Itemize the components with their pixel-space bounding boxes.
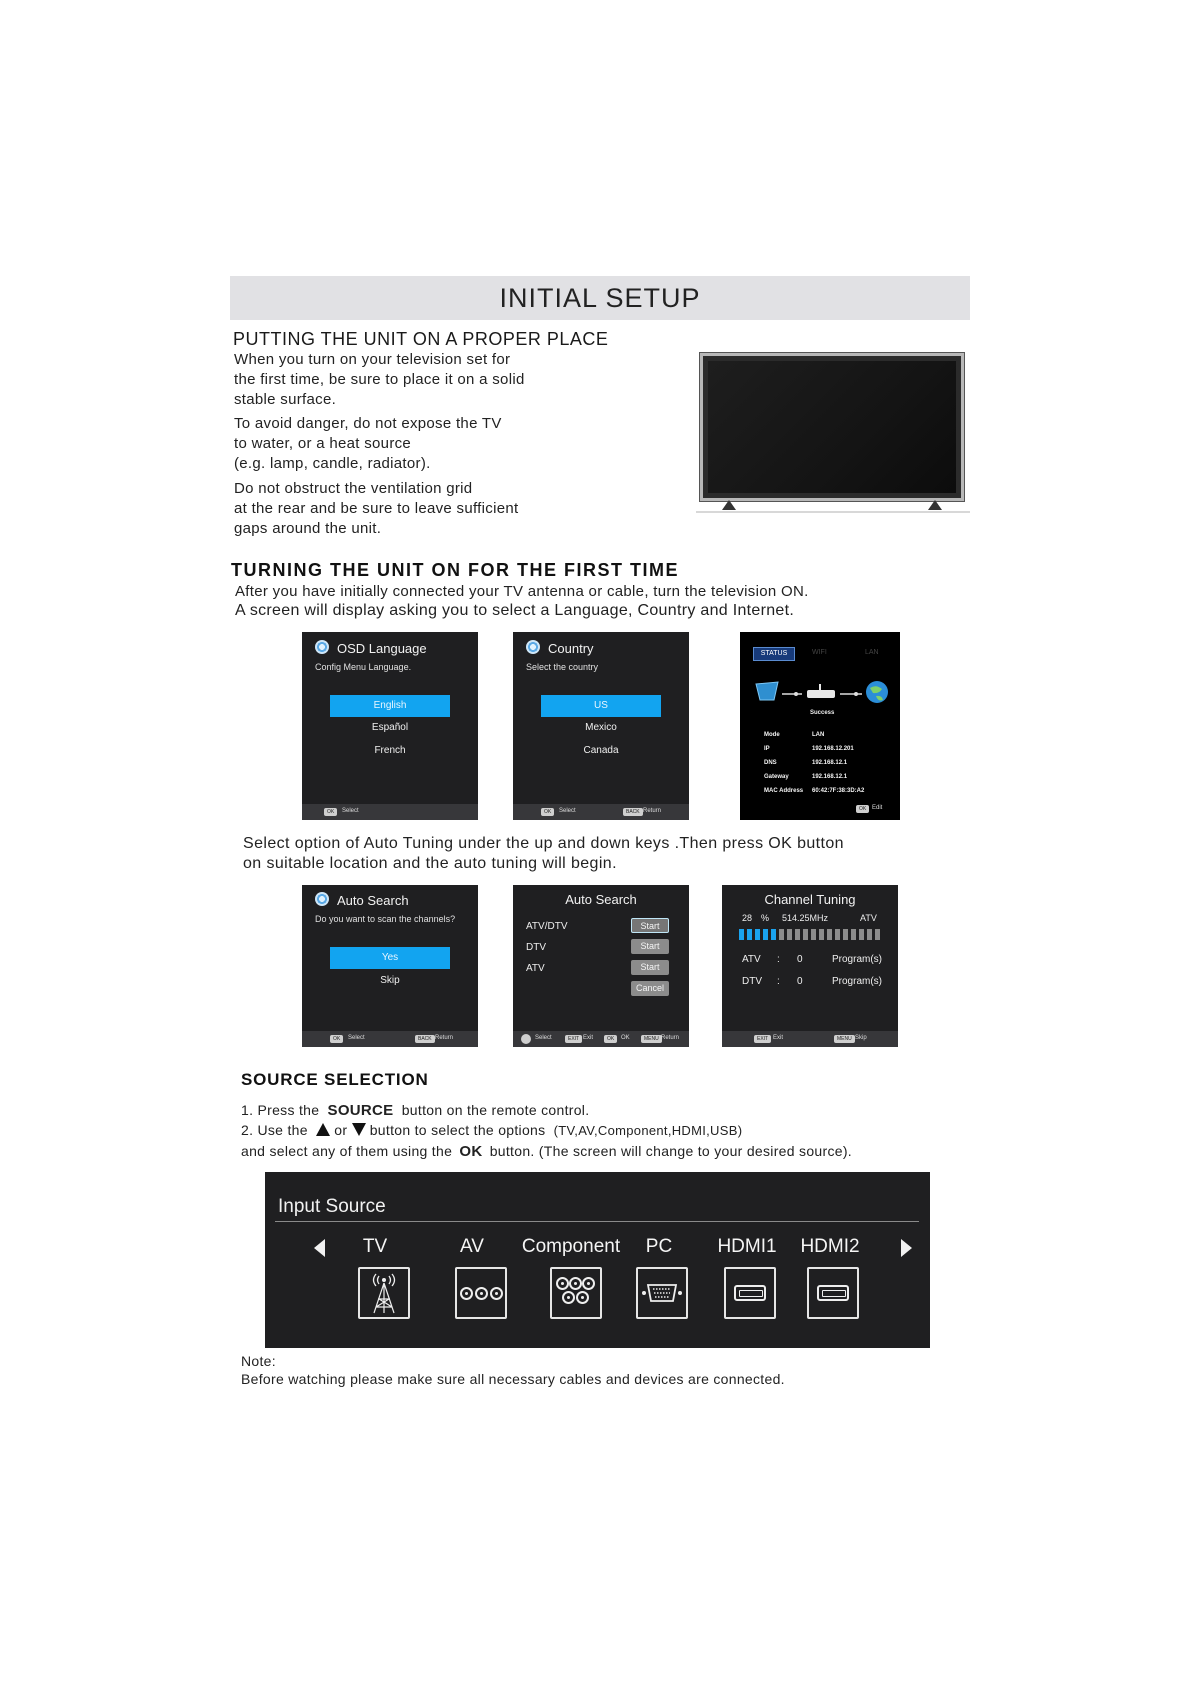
country-subtitle: Select the country xyxy=(526,662,599,672)
auto-search-skip[interactable]: Skip xyxy=(380,975,400,986)
television-image xyxy=(700,353,964,501)
text-line: the first time, be sure to place it on a solid xyxy=(234,371,525,388)
exit-hint: Exit xyxy=(773,1035,784,1041)
tuning-frequency: 514.25MHz xyxy=(782,913,829,923)
osd-language-subtitle: Config Menu Language. xyxy=(315,662,412,672)
country-option-mexico[interactable]: Mexico xyxy=(585,722,617,733)
osd-footer-bar xyxy=(513,804,689,820)
link-dot xyxy=(794,692,798,696)
settings-icon xyxy=(526,640,540,654)
source-step-2 xyxy=(241,1120,742,1141)
text-fragment: button to select the options xyxy=(369,1122,546,1138)
ok-key-name: OK xyxy=(459,1143,483,1160)
auto-search-title: Auto Search xyxy=(337,893,409,908)
language-option-english[interactable]: English xyxy=(330,695,450,717)
tuning-progress-bar xyxy=(739,929,881,940)
progress-segment xyxy=(811,929,816,940)
country-title: Country xyxy=(548,641,594,656)
text-line: gaps around the unit. xyxy=(234,520,382,537)
edit-hint: Edit xyxy=(872,805,883,811)
back-key-badge: BACK xyxy=(415,1035,435,1043)
jack-icon xyxy=(569,1277,582,1290)
title-band xyxy=(230,276,970,320)
skip-hint: Skip xyxy=(855,1035,867,1041)
atv-count: 0 xyxy=(797,954,803,965)
source-label-hdmi1[interactable]: HDMI1 xyxy=(717,1236,777,1257)
source-tile-pc[interactable] xyxy=(636,1267,688,1319)
row-label-atv: ATV xyxy=(526,963,545,974)
ok-hint: OK xyxy=(621,1035,630,1041)
screw-left xyxy=(642,1291,646,1295)
progress-segment xyxy=(843,929,848,940)
down-arrow-icon xyxy=(352,1123,366,1136)
dtv-label: DTV xyxy=(742,976,762,987)
text-fragment: 2. Use the xyxy=(241,1122,308,1138)
text-line: Do not obstruct the ventilation grid xyxy=(234,480,473,497)
exit-key-badge: EXIT xyxy=(754,1035,771,1043)
back-key-badge: BACK xyxy=(623,808,643,816)
net-ip-value: 192.168.12.201 xyxy=(812,746,854,752)
text-line: Select option of Auto Tuning under the up and down keys .Then press OK button xyxy=(243,835,844,852)
ok-key-badge: OK xyxy=(856,805,869,813)
progress-segment xyxy=(779,929,784,940)
auto-search-options-title: Auto Search xyxy=(565,892,637,907)
auto-search-question: Do you want to scan the channels? xyxy=(315,914,456,924)
source-step-1 xyxy=(241,1100,589,1121)
dtv-unit: Program(s) xyxy=(832,976,883,987)
dtv-separator: : xyxy=(777,976,780,987)
net-dns-key: DNS xyxy=(764,760,777,766)
jack-icon xyxy=(562,1291,575,1304)
tab-lan[interactable]: LAN xyxy=(865,649,879,656)
tv-screen xyxy=(708,361,956,493)
ok-key-badge: OK xyxy=(604,1035,617,1043)
jack-icon xyxy=(576,1291,589,1304)
source-tile-tv[interactable] xyxy=(358,1267,410,1319)
tv-stand-left xyxy=(722,500,736,510)
net-mode-key: Mode xyxy=(764,732,780,738)
country-option-us[interactable]: US xyxy=(541,695,661,717)
text-line: When you turn on your television set for xyxy=(234,351,511,368)
placement-paragraph-2 xyxy=(234,414,502,474)
hdmi-port-icon xyxy=(734,1285,766,1301)
vga-port-icon xyxy=(638,1269,686,1317)
jack-icon xyxy=(556,1277,569,1290)
jack-icon xyxy=(582,1277,595,1290)
osd-footer-bar xyxy=(722,1031,898,1047)
text-line: To avoid danger, do not expose the TV xyxy=(234,415,502,432)
input-source-title: Input Source xyxy=(278,1196,386,1217)
vga-shell xyxy=(648,1285,676,1301)
placement-heading: PUTTING THE UNIT ON A PROPER PLACE xyxy=(233,329,609,349)
select-hint: Select xyxy=(535,1035,552,1041)
select-hint: Select xyxy=(348,1035,365,1041)
atv-separator: : xyxy=(777,954,780,965)
osd-language-panel xyxy=(302,632,478,820)
ok-key-badge: OK xyxy=(324,808,337,816)
connection-diagram xyxy=(752,680,892,710)
source-label-component[interactable]: Component xyxy=(521,1236,621,1257)
net-ip-key: IP xyxy=(764,746,770,752)
cancel-button[interactable]: Cancel xyxy=(631,981,669,996)
text-fragment: button. (The screen will change to your desired source). xyxy=(489,1143,852,1159)
progress-segment xyxy=(755,929,760,940)
divider xyxy=(275,1221,919,1222)
placement-paragraph-3 xyxy=(234,479,518,539)
tv-stand-right xyxy=(928,500,942,510)
source-tile-hdmi1[interactable] xyxy=(724,1267,776,1319)
scroll-right-arrow-icon[interactable] xyxy=(901,1239,912,1257)
surface-line xyxy=(696,511,970,513)
progress-segment xyxy=(835,929,840,940)
hdmi-port-icon xyxy=(817,1285,849,1301)
progress-segment xyxy=(819,929,824,940)
osd-footer-bar xyxy=(302,1031,478,1047)
dtv-count: 0 xyxy=(797,976,803,987)
tuning-percent: 28 xyxy=(742,913,753,923)
first-time-heading: TURNING THE UNIT ON FOR THE FIRST TIME xyxy=(231,560,679,580)
net-mac-key: MAC Address xyxy=(764,788,804,794)
menu-key-badge: MENU xyxy=(641,1035,662,1043)
source-tile-component[interactable] xyxy=(550,1267,602,1319)
screw-right xyxy=(678,1291,682,1295)
text-line: at the rear and be sure to leave sufficient xyxy=(234,500,519,517)
osd-footer-bar xyxy=(513,1031,689,1047)
net-dns-value: 192.168.12.1 xyxy=(812,760,848,766)
text-line: on suitable location and the auto tuning will begin. xyxy=(243,855,617,872)
net-mac-value: 60:42:7F:38:3D:A2 xyxy=(812,788,865,794)
antenna-icon xyxy=(360,1269,408,1317)
row-label-dtv: DTV xyxy=(526,942,546,953)
return-hint: Return xyxy=(435,1035,454,1041)
auto-tuning-text xyxy=(243,834,844,874)
page-title: INITIAL SETUP xyxy=(499,283,701,313)
source-key-name: SOURCE xyxy=(327,1102,394,1119)
atv-label: ATV xyxy=(742,954,761,965)
progress-segment xyxy=(795,929,800,940)
note-block xyxy=(241,1352,785,1388)
progress-segment xyxy=(771,929,776,940)
router-icon xyxy=(807,690,835,698)
channel-tuning-panel xyxy=(722,885,898,1047)
jack-icon xyxy=(490,1287,503,1300)
source-heading: SOURCE SELECTION xyxy=(241,1070,429,1089)
source-step-3 xyxy=(241,1141,852,1162)
progress-segment xyxy=(867,929,872,940)
ok-key-badge: OK xyxy=(541,808,554,816)
progress-segment xyxy=(827,929,832,940)
jack-icon xyxy=(460,1287,473,1300)
tv-device-icon xyxy=(756,682,778,700)
exit-key-badge: EXIT xyxy=(565,1035,582,1043)
language-option-french[interactable]: French xyxy=(374,745,406,756)
text-line: (e.g. lamp, candle, radiator). xyxy=(234,455,431,472)
country-option-canada[interactable]: Canada xyxy=(583,745,619,756)
text-line: A screen will display asking you to select a Language, Country and Internet. xyxy=(235,602,795,619)
source-tile-av[interactable] xyxy=(455,1267,507,1319)
text-line: stable surface. xyxy=(234,391,337,408)
select-hint: Select xyxy=(559,808,576,814)
start-dtv-button[interactable]: Start xyxy=(631,939,669,954)
connection-status: Success xyxy=(810,710,835,716)
tab-wifi[interactable]: WIFI xyxy=(812,649,827,656)
progress-segment xyxy=(803,929,808,940)
auto-search-panel xyxy=(302,885,478,1047)
start-atv-button[interactable]: Start xyxy=(631,960,669,975)
source-label-av[interactable]: AV xyxy=(460,1236,484,1257)
progress-segment xyxy=(763,929,768,940)
antenna-tower xyxy=(374,1283,394,1313)
menu-key-badge: MENU xyxy=(834,1035,855,1043)
net-gateway-key: Gateway xyxy=(764,774,789,780)
exit-hint: Exit xyxy=(583,1035,594,1041)
tab-status[interactable]: STATUS xyxy=(753,647,795,661)
text-line: After you have initially connected your TV antenna or cable, turn the television ON. xyxy=(235,583,809,600)
note-text: Before watching please make sure all necessary cables and devices are connected. xyxy=(241,1371,785,1387)
text-line: to water, or a heat source xyxy=(234,435,412,452)
net-mode-value: LAN xyxy=(812,732,825,738)
antenna-tip xyxy=(382,1278,386,1282)
network-status-panel xyxy=(740,632,900,820)
progress-segment xyxy=(875,929,880,940)
select-hint: Select xyxy=(342,808,359,814)
row-label-atv-dtv: ATV/DTV xyxy=(526,921,568,932)
text-fragment: or xyxy=(334,1122,348,1138)
atv-unit: Program(s) xyxy=(832,954,883,965)
first-time-text xyxy=(235,582,809,620)
percent-sign: % xyxy=(761,913,770,923)
source-label-pc[interactable]: PC xyxy=(645,1236,673,1257)
return-hint: Return xyxy=(661,1035,680,1041)
input-source-panel xyxy=(265,1172,930,1348)
start-atv-dtv-button[interactable]: Start xyxy=(631,918,669,933)
osd-language-title: OSD Language xyxy=(337,641,427,656)
tuning-mode: ATV xyxy=(860,913,877,923)
progress-segment xyxy=(747,929,752,940)
channel-tuning-title: Channel Tuning xyxy=(764,892,856,907)
source-options: (TV,AV,Component,HDMI,USB) xyxy=(553,1123,743,1138)
return-hint: Return xyxy=(643,808,662,814)
scroll-left-arrow-icon[interactable] xyxy=(314,1239,325,1257)
auto-search-options-panel xyxy=(513,885,689,1047)
up-arrow-icon xyxy=(316,1123,330,1136)
source-label-tv[interactable]: TV xyxy=(362,1236,388,1257)
vga-pins xyxy=(653,1289,671,1297)
placement-paragraph-1 xyxy=(234,350,525,410)
settings-icon xyxy=(315,892,329,906)
dpad-icon xyxy=(521,1034,531,1044)
source-tile-hdmi2[interactable] xyxy=(807,1267,859,1319)
text-fragment: 1. Press the xyxy=(241,1102,320,1118)
source-label-hdmi2[interactable]: HDMI2 xyxy=(800,1236,860,1257)
net-gateway-value: 192.168.12.1 xyxy=(812,774,848,780)
country-panel xyxy=(513,632,689,820)
text-fragment: and select any of them using the xyxy=(241,1143,453,1159)
settings-icon xyxy=(315,640,329,654)
auto-search-yes[interactable]: Yes xyxy=(330,947,450,969)
text-fragment: button on the remote control. xyxy=(401,1102,590,1118)
progress-segment xyxy=(739,929,744,940)
progress-segment xyxy=(787,929,792,940)
osd-footer-bar xyxy=(302,804,478,820)
progress-segment xyxy=(859,929,864,940)
ok-key-badge: OK xyxy=(330,1035,343,1043)
jack-icon xyxy=(475,1287,488,1300)
note-label: Note: xyxy=(241,1353,276,1369)
link-dot xyxy=(854,692,858,696)
language-option-espanol[interactable]: Español xyxy=(371,722,409,733)
progress-segment xyxy=(851,929,856,940)
